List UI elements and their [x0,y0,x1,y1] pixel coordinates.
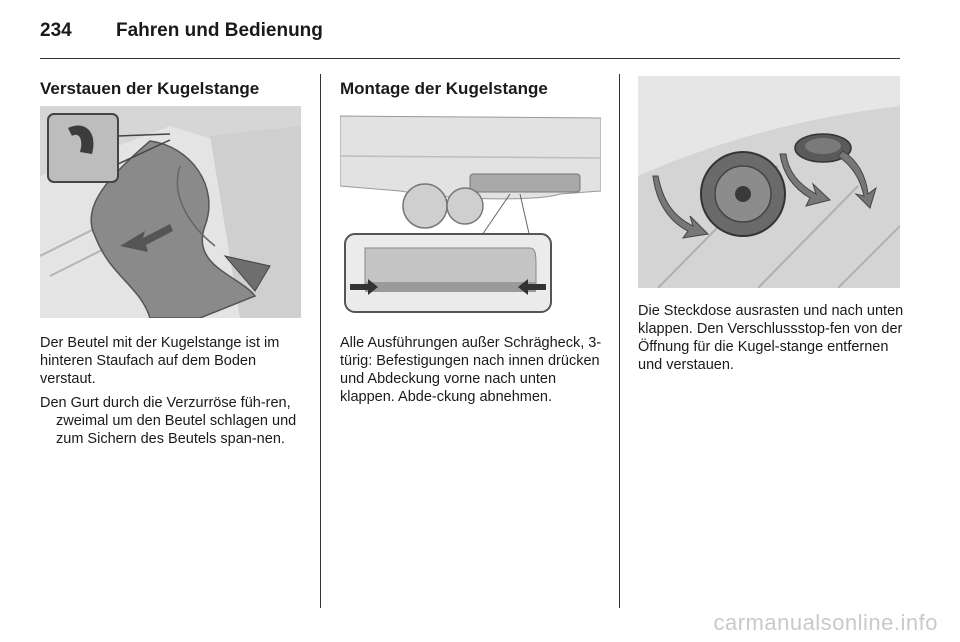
paragraph: Alle Ausführungen außer Schrägheck, 3-türig: Befestigungen nach innen drücken und Abdeckung vorne nach unten klappen. Abde-ckung abnehmen. [340,335,602,405]
page-number: 234 [40,20,72,41]
section-body-socket [638,302,904,380]
section-body-stowing [40,334,304,454]
section-title-mounting: Montage der Kugelstange [340,79,548,98]
chapter-title: Fahren und Bedienung [116,20,323,41]
column-divider [619,74,620,608]
header-divider [40,58,900,59]
section-body-mounting [340,334,606,412]
paragraph: Die Steckdose ausrasten und nach unten klappen. Den Verschlussstop-fen von der Öffnung für die Kugel-stange entfernen und verstauen. [638,303,904,373]
watermark: carmanualsonline.info [713,610,938,635]
paragraph: Den Gurt durch die Verzurröse füh-ren, zweimal um den Beutel schlagen und zum Sichern des Beutels span-nen. [40,395,297,447]
section-title-stowing: Verstauen der Kugelstange [40,79,260,98]
bumper-cover-illustration [340,106,601,318]
paragraph: Der Beutel mit der Kugelstange ist im hinteren Staufach auf dem Boden verstaut. [40,335,280,387]
bag-in-trunk-illustration [40,106,301,318]
column-divider [320,74,321,608]
socket-fold-down-illustration [638,76,900,288]
